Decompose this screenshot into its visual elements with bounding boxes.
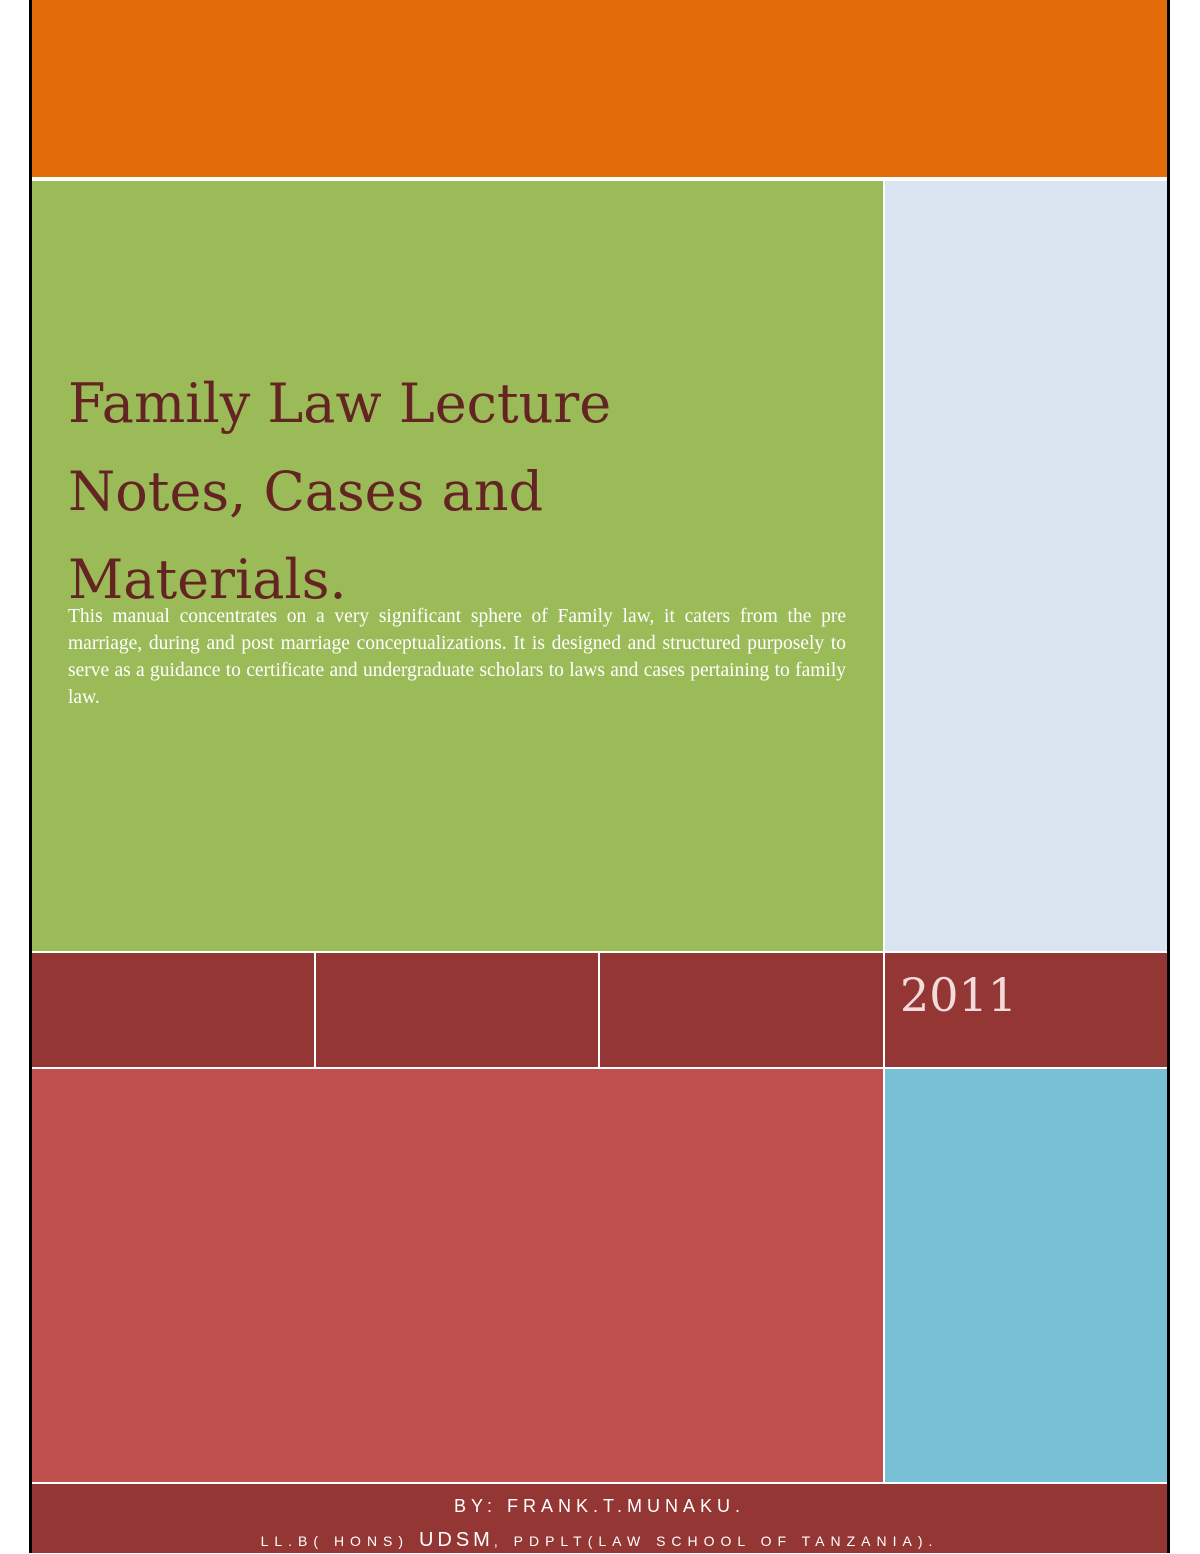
credentials-university: UDSM xyxy=(418,1529,494,1551)
credentials-prefix: LL.B( HONS) xyxy=(260,1533,410,1549)
author-byline: BY: FRANK.T.MUNAKU. xyxy=(453,1496,746,1516)
title-line-3: Materials. xyxy=(68,548,347,611)
page-border-right xyxy=(1167,0,1170,1553)
title-line-1: Family Law Lecture xyxy=(68,372,612,435)
maroon-cell-2 xyxy=(316,953,598,1067)
side-panel-light xyxy=(885,181,1167,951)
blue-panel xyxy=(885,1069,1167,1482)
credentials-suffix: , PDPLT(LAW SCHOOL OF TANZANIA). xyxy=(493,1533,939,1549)
top-orange-band xyxy=(32,0,1167,179)
title-line-2: Notes, Cases and xyxy=(68,460,544,523)
maroon-cell-3 xyxy=(600,953,883,1067)
document-title xyxy=(68,360,848,624)
publication-year: 2011 xyxy=(900,968,1018,1022)
author-credentials xyxy=(32,1527,1167,1554)
document-summary: This manual concentrates on a very significant sphere of Family law, it caters from the pre marriage, during and post marriage conceptualizations. It is designed and structured purposely to serve as a guidance to certificate and undergraduate scholars to laws and cases pertaining to family law. xyxy=(68,606,846,708)
maroon-cell-1 xyxy=(32,953,314,1067)
red-panel xyxy=(32,1069,883,1482)
